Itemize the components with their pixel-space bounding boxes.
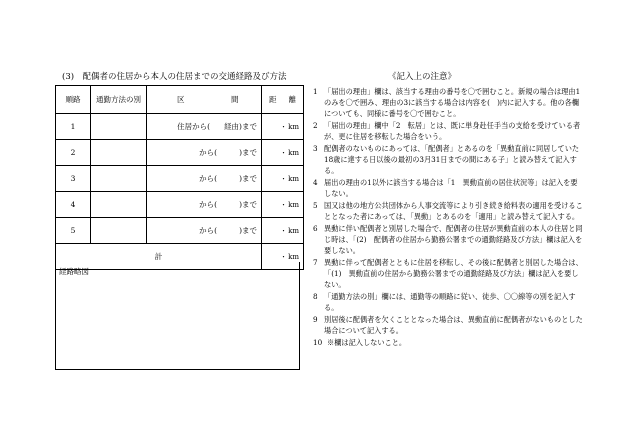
note-number: 2 — [313, 121, 318, 131]
note-text: 「届出の理由」欄中「2 転居」とは、既に単身赴任手当の支給を受けている者が、更に住居を移転した場合をいう。 — [324, 121, 581, 142]
route-table — [55, 85, 304, 270]
note-item — [313, 257, 583, 291]
note-number: 4 — [313, 178, 318, 188]
section-cell[interactable] — [147, 192, 262, 218]
note-item — [313, 314, 583, 336]
distance-cell[interactable] — [262, 166, 304, 192]
header-dist-left: 距 — [269, 95, 277, 104]
method-cell[interactable] — [91, 140, 147, 166]
note-item — [313, 86, 583, 120]
header-section — [147, 86, 262, 114]
note-item — [313, 120, 583, 142]
note-text: 「届出の理由」欄は、該当する理由の番号を〇で囲むこと。新規の場合は理由1のみを〇で囲み、理由の3に該当する場合は内容を( )内に記入する。他の各欄についても、同様に番号を〇で囲むこと。 — [324, 87, 581, 119]
header-dist-right: 離 — [288, 95, 296, 104]
distance-cell[interactable] — [262, 218, 304, 244]
route-map-label: 経路略図 — [59, 267, 89, 276]
to-text: )まで — [239, 200, 257, 209]
note-text: 「通勤方法の別」欄には、通勤等の順路に従い、徒歩、〇〇線等の別を記入する。 — [324, 292, 576, 313]
decimal-dot: ・ — [280, 148, 287, 157]
km-unit: km — [288, 226, 299, 235]
decimal-dot: ・ — [280, 200, 287, 209]
distance-cell[interactable] — [262, 114, 304, 140]
from-text: から( — [199, 174, 218, 183]
to-text: )まで — [239, 226, 257, 235]
km-unit: km — [288, 148, 299, 157]
from-text: 住居から( — [177, 122, 211, 131]
distance-cell[interactable] — [262, 192, 304, 218]
decimal-dot: ・ — [280, 174, 287, 183]
table-header-row — [56, 86, 304, 114]
distance-cell[interactable] — [262, 140, 304, 166]
seq-cell: 3 — [56, 166, 91, 192]
header-section-left: 区 — [177, 95, 185, 104]
seq-cell: 1 — [56, 114, 91, 140]
table-row — [56, 166, 304, 192]
header-section-right: 間 — [231, 95, 239, 104]
note-text: 届出の理由の1以外に該当する場合は「1 異動直前の居住状況等」は記入を要しない。 — [324, 178, 578, 199]
from-text: から( — [199, 226, 218, 235]
section-cell[interactable] — [147, 166, 262, 192]
km-unit: km — [288, 122, 299, 131]
section-title: (3) 配偶者の住居から本人の住居までの交通経路及び方法 — [62, 72, 287, 82]
method-cell[interactable] — [91, 218, 147, 244]
to-text: 経由)まで — [224, 122, 257, 131]
note-item — [313, 200, 583, 222]
note-text: 異動に伴って配偶者とともに住居を移転し、その後に配偶者と別居した場合は、「(1) 異動直前の住居から勤務公署までの通勤経路及び方法」欄は記入を要しない。 — [324, 258, 583, 290]
section-cell[interactable] — [147, 218, 262, 244]
to-text: )まで — [239, 148, 257, 157]
table-row — [56, 140, 304, 166]
header-method: 通勤方法の別 — [91, 86, 147, 114]
notes-list — [313, 86, 583, 349]
note-item — [313, 143, 583, 177]
note-text: 配偶者のないものにあっては、「配偶者」とあるのを「異動直前に同居していた18歳に達する日以後の最初の3月31日までの間にある子」と読み替えて記入する。 — [324, 144, 580, 176]
from-text: から( — [199, 148, 218, 157]
seq-cell: 4 — [56, 192, 91, 218]
seq-cell: 2 — [56, 140, 91, 166]
note-number: 8 — [313, 292, 318, 302]
note-item — [313, 177, 583, 199]
note-text: 国又は他の地方公共団体から人事交流等により引き続き給料表の適用を受けることとなった者にあっては、「異動」とあるのを「適用」と読み替えて記入する。 — [324, 201, 583, 222]
from-text: から( — [199, 200, 218, 209]
section-cell[interactable] — [147, 114, 262, 140]
note-text: 別居後に配偶者を欠くこととなった場合は、異動直前に配偶者がないものとした場合について記入する。 — [324, 315, 583, 336]
table-row — [56, 114, 304, 140]
header-distance — [262, 86, 304, 114]
method-cell[interactable] — [91, 166, 147, 192]
km-unit: km — [288, 252, 299, 261]
note-item — [313, 223, 583, 257]
note-number: 5 — [313, 201, 318, 211]
decimal-dot: ・ — [280, 252, 287, 261]
note-item — [313, 291, 583, 313]
route-map-box[interactable] — [55, 262, 300, 370]
method-cell[interactable] — [91, 192, 147, 218]
note-item — [313, 337, 583, 348]
header-seq: 順路 — [56, 86, 91, 114]
note-text: ※欄は記入しないこと。 — [327, 337, 407, 347]
km-unit: km — [288, 174, 299, 183]
decimal-dot: ・ — [280, 122, 287, 131]
note-number: 3 — [313, 144, 318, 154]
notes-title: 《記入上の注意》 — [388, 72, 457, 82]
table-row — [56, 192, 304, 218]
note-number: 7 — [313, 258, 318, 268]
note-number: 9 — [313, 315, 318, 325]
km-unit: km — [288, 200, 299, 209]
note-number: 10 — [313, 337, 323, 347]
note-number: 6 — [313, 223, 318, 233]
decimal-dot: ・ — [280, 226, 287, 235]
to-text: )まで — [239, 174, 257, 183]
note-number: 1 — [313, 87, 318, 96]
section-cell[interactable] — [147, 140, 262, 166]
table-row — [56, 218, 304, 244]
seq-cell: 5 — [56, 218, 91, 244]
total-label: 計 — [56, 244, 262, 270]
note-text: 異動に伴い配偶者と別居した場合で、配偶者の住居が異動直前の本人の住居と同じ時は、「(2) 配偶者の住居から勤務公署までの通勤経路及び方法」欄は記入を要しない。 — [324, 223, 583, 256]
method-cell[interactable] — [91, 114, 147, 140]
